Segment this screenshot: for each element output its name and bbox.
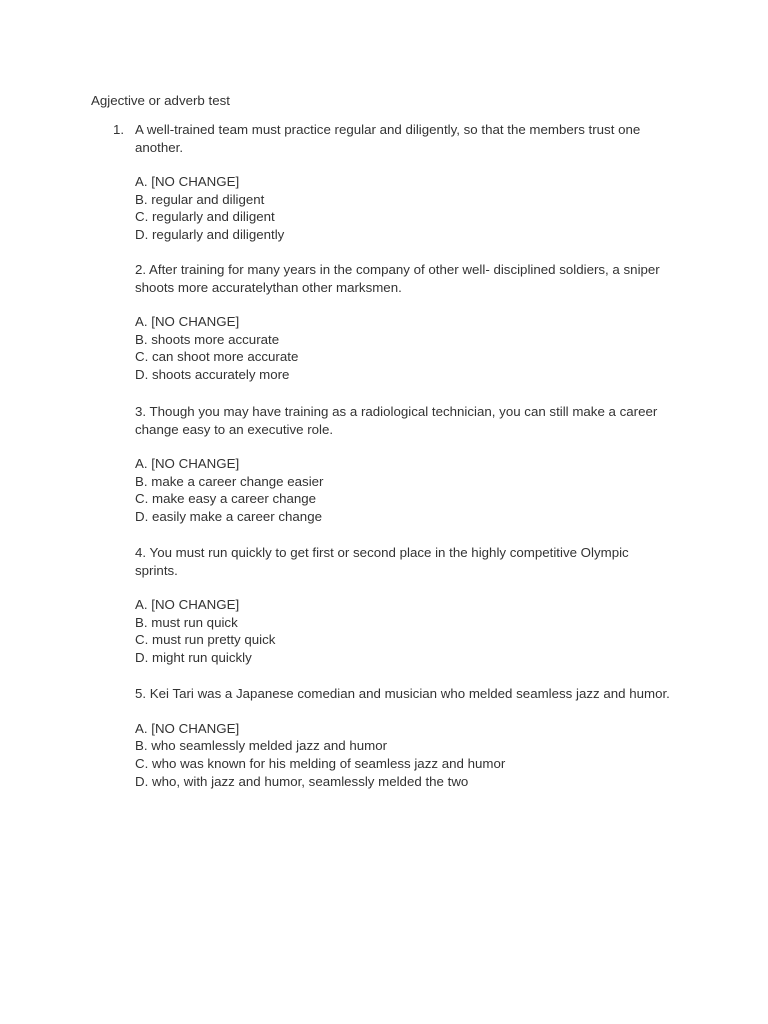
question-4 — [135, 544, 675, 667]
question-stem: 4. You must run quickly to get first or second place in the highly competitive Olympic sprints. — [135, 545, 629, 578]
option-d: D. might run quickly — [135, 650, 252, 666]
question-stem: 5. Kei Tari was a Japanese comedian and musician who melded seamless jazz and humor. — [135, 686, 670, 701]
answer-options — [135, 720, 675, 791]
option-b: B. who seamlessly melded jazz and humor — [135, 738, 388, 754]
question-number: 1. — [113, 122, 125, 137]
answer-options — [135, 313, 675, 384]
option-c: C. who was known for his melding of seamless jazz and humor — [135, 755, 506, 771]
option-b: B. regular and diligent — [135, 191, 265, 207]
option-d: D. who, with jazz and humor, seamlessly melded the two — [135, 773, 469, 789]
option-a: A. [NO CHANGE] — [135, 597, 240, 612]
option-d: D. easily make a career change — [135, 509, 322, 525]
answer-options — [135, 173, 675, 244]
question-stem: 3. Though you may have training as a radiological technician, you can still make a career change easy to an executive role. — [135, 404, 658, 437]
answer-options — [135, 455, 675, 526]
question-1 — [113, 121, 675, 244]
option-d: D. shoots accurately more — [135, 367, 290, 383]
option-c: C. can shoot more accurate — [135, 349, 299, 365]
option-a: A. [NO CHANGE] — [135, 720, 240, 736]
answer-options — [135, 596, 675, 667]
option-d: D. regularly and diligently — [135, 227, 285, 243]
option-a: A. [NO CHANGE] — [135, 174, 240, 189]
question-2 — [135, 261, 675, 384]
question-3 — [135, 403, 675, 526]
option-b: B. shoots more accurate — [135, 331, 280, 347]
question-5 — [135, 685, 675, 790]
question-stem: 2. After training for many years in the company of other well- disciplined soldiers, a sniper shoots more accuratelythan other marksmen. — [135, 262, 660, 295]
option-a: A. [NO CHANGE] — [135, 456, 240, 471]
option-b: B. make a career change easier — [135, 473, 324, 489]
option-c: C. must run pretty quick — [135, 632, 276, 648]
option-c: C. make easy a career change — [135, 491, 317, 507]
option-c: C. regularly and diligent — [135, 209, 275, 225]
option-a: A. [NO CHANGE] — [135, 314, 240, 329]
question-stem: A well-trained team must practice regular and diligently, so that the members trust one another. — [135, 122, 641, 155]
option-b: B. must run quick — [135, 614, 238, 630]
document-title: Agjective or adverb test — [91, 93, 230, 108]
